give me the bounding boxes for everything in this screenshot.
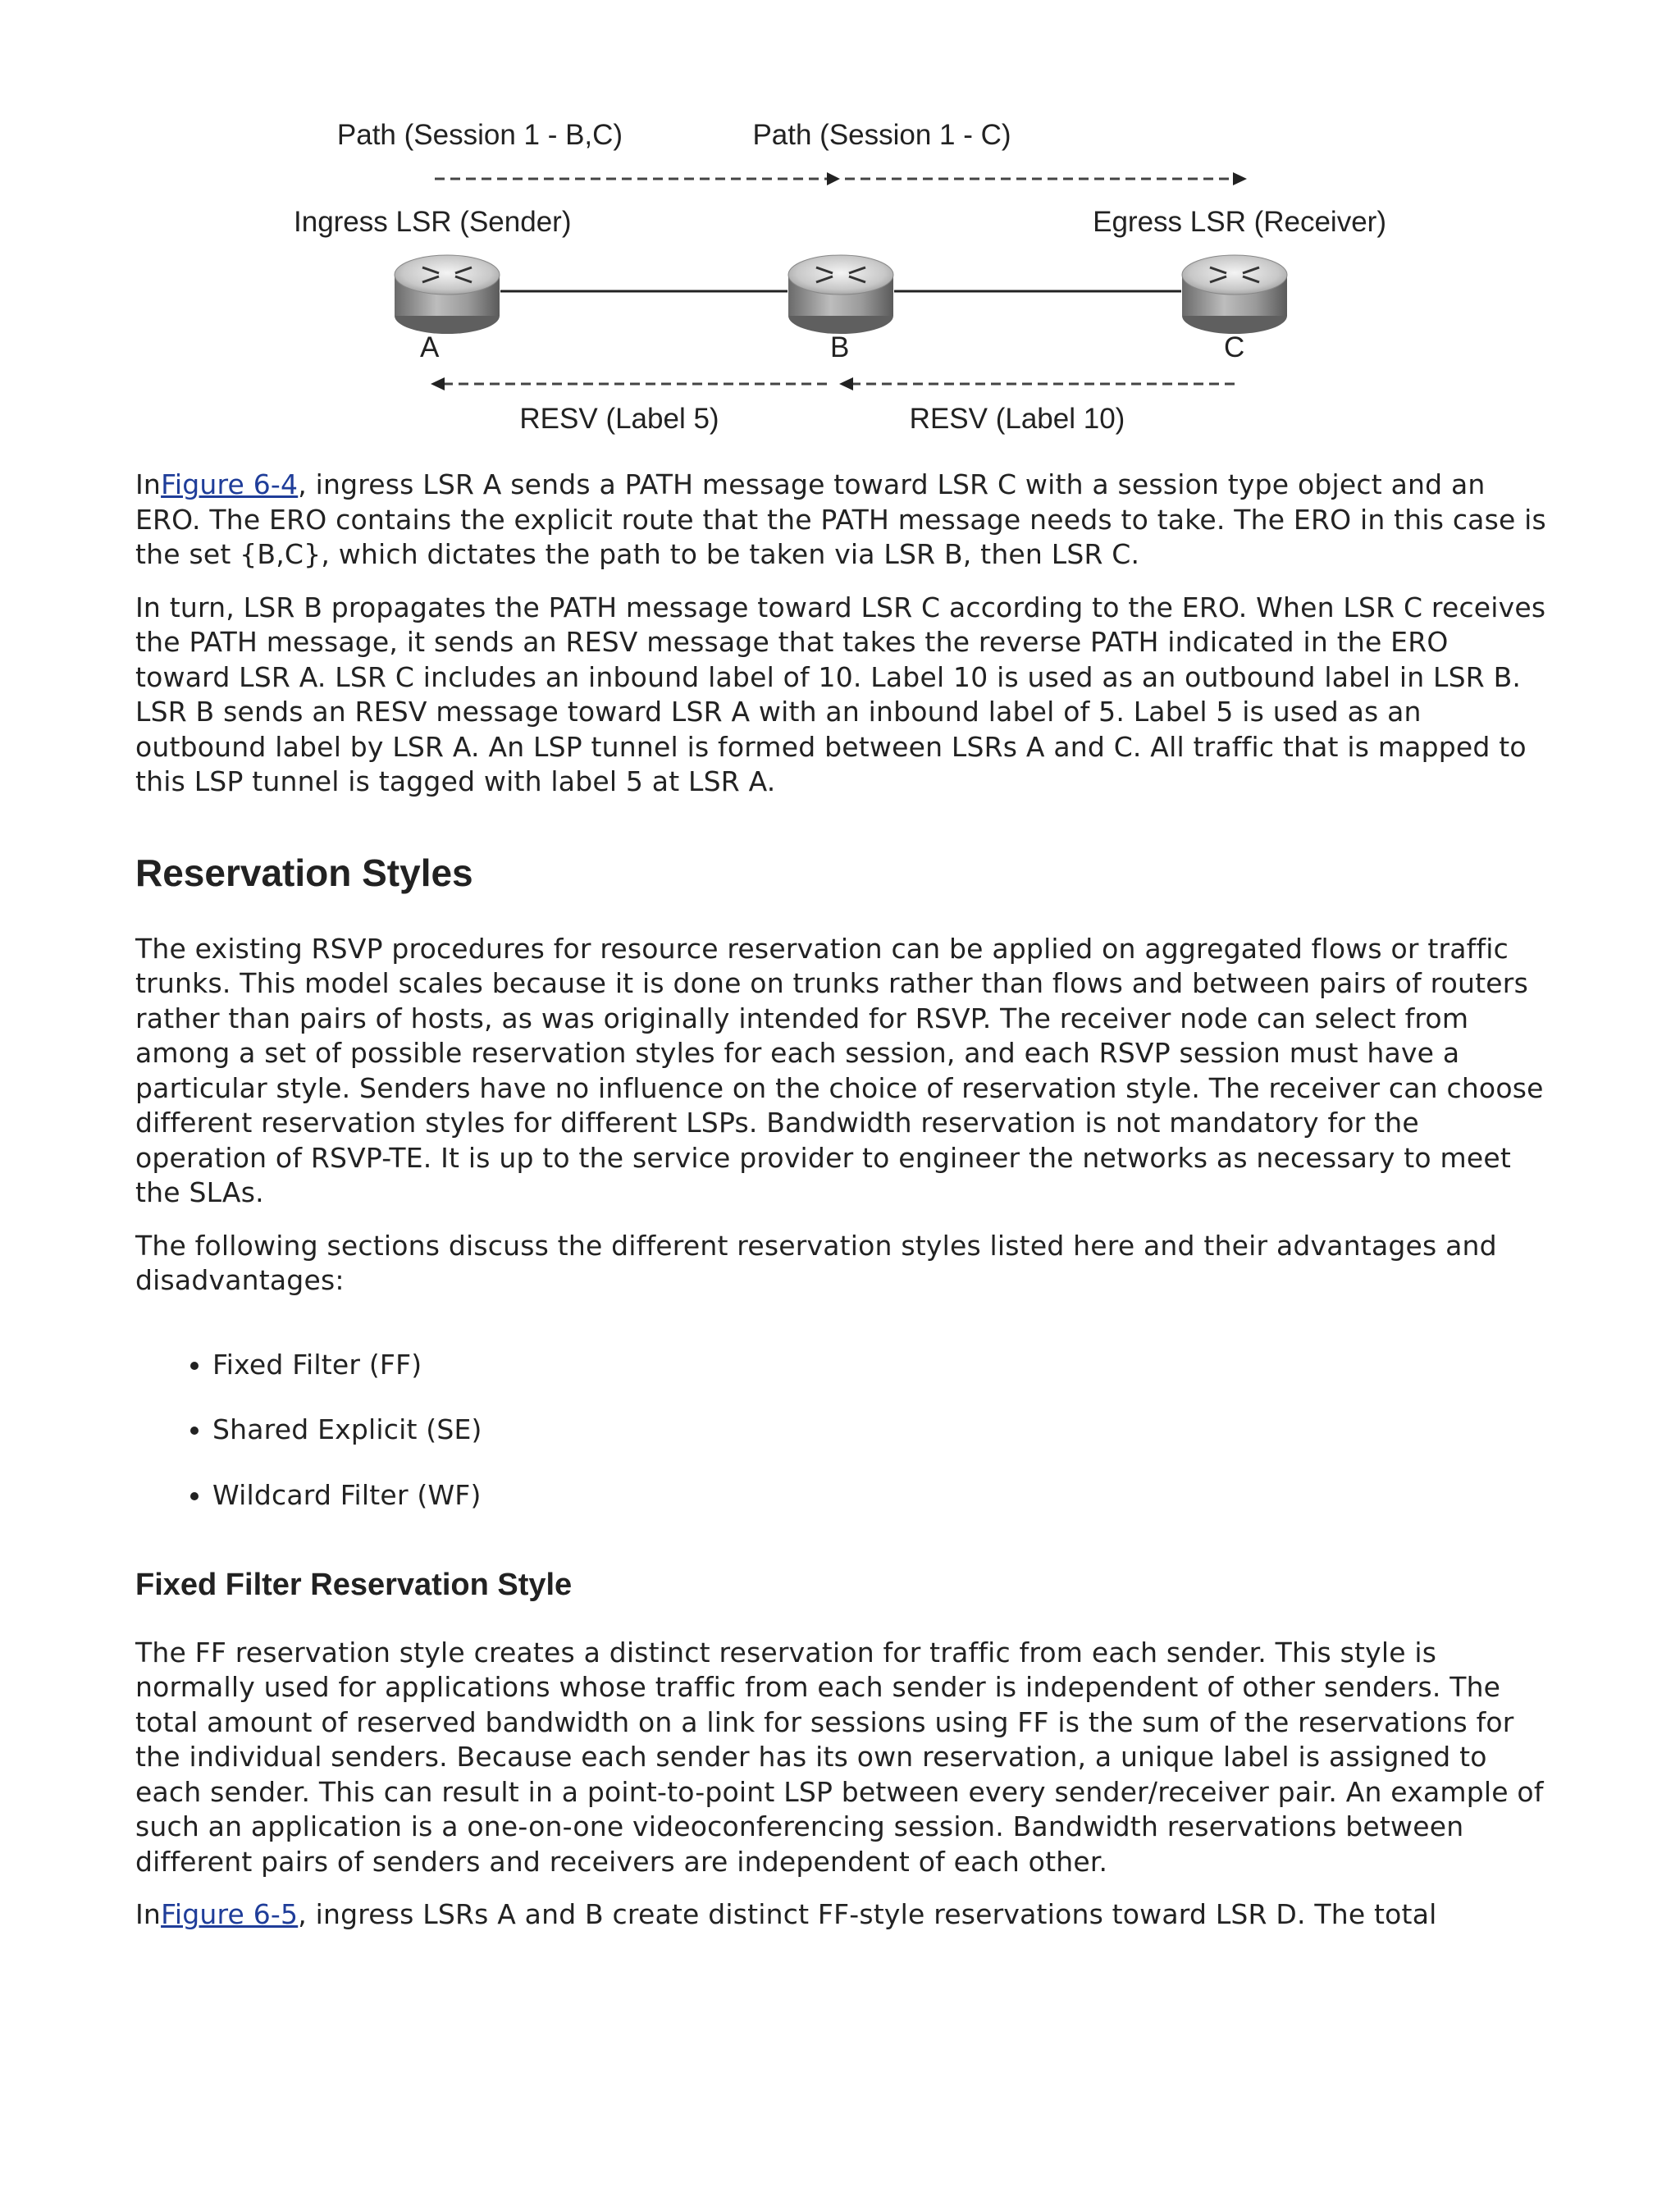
list-item: • Shared Explicit (SE) <box>212 1413 1546 1448</box>
document-body <box>135 468 1546 1951</box>
fixed-filter-paragraph-2 <box>135 1897 1546 1933</box>
fixed-filter-paragraph-1: The FF reservation style creates a distinct reservation for traffic from each sender. This style is normally used for applications whose traffic from each sender is independent of other senders. The total amount of reserved bandwidth on a link for sessions using FF is the sum of the reservations for the individual senders. Because each sender has its own reservation, a unique label is assigned to each sender. This can result in a point-to-point LSP between every sender/receiver pair. An example of such an application is a one-on-one videoconferencing session. Bandwidth reservations between different pairs of senders and receivers are independent of each other. <box>135 1636 1544 1878</box>
list-item: • Wildcard Filter (WF) <box>212 1478 1546 1513</box>
resv-label-1: RESV (Label 5) <box>519 403 719 435</box>
node-label-a: A <box>420 331 440 363</box>
sender-label: Ingress LSR (Sender) <box>294 206 572 238</box>
reservation-styles-paragraph-1: The existing RSVP procedures for resource reservation can be applied on aggregated flows or traffic trunks. This model scales because it is done on trunks rather than flows and between pairs of routers rather than pairs of hosts, as was originally intended for RSVP. The receiver node can select from among a set of possible reservation styles for each session, and each RSVP session must have a particular style. Senders have no influence on the choice of reservation style. The receiver can choose different reservation styles for different LSPs. Bandwidth reservation is not mandatory for the operation of RSVP-TE. It is up to the service provider to engineer the networks as necessary to meet the SLAs. <box>135 932 1544 1209</box>
figure-6-4 <box>279 107 1411 451</box>
path-arrow-1-head <box>827 172 840 185</box>
figure-6-4-link[interactable]: Figure 6-4 <box>161 468 299 500</box>
resv-arrow-2-head <box>839 377 853 390</box>
ff-prefix: In <box>135 1898 162 1931</box>
reservation-styles-list <box>135 1348 1546 1513</box>
resv-arrow-1-head <box>431 377 445 390</box>
intro-paragraph-1 <box>135 468 1546 573</box>
intro-paragraph-2: In turn, LSR B propagates the PATH message toward LSR C according to the ERO. When LSR C receives the PATH message, it sends an RESV message that takes the reverse PATH indicated in the ERO toward LSR A. LSR C includes an inbound label of 10. Label 10 is used as an outbound label in LSR B. LSR B sends an RESV message toward LSR A with an inbound label of 5. Label 5 is used as an outbound label by LSR A. An LSP tunnel is formed between LSRs A and C. All traffic that is mapped to this LSP tunnel is tagged with label 5 at LSR A. <box>135 591 1546 797</box>
path-label-1: Path (Session 1 - B,C) <box>336 119 623 151</box>
node-label-c: C <box>1224 331 1245 363</box>
intro-prefix: In <box>135 468 162 500</box>
list-item: • Fixed Filter (FF) <box>212 1348 1546 1383</box>
router-icon <box>395 255 500 334</box>
fixed-filter-heading: Fixed Filter Reservation Style <box>135 1568 573 1603</box>
path-arrow-2-head <box>1233 172 1247 185</box>
node-label-b: B <box>830 331 850 363</box>
router-icon <box>1182 255 1287 334</box>
figure-6-5-link[interactable]: Figure 6-5 <box>161 1898 299 1931</box>
path-label-2: Path (Session 1 - C) <box>752 119 1011 151</box>
resv-label-2: RESV (Label 10) <box>909 403 1125 435</box>
receiver-label: Egress LSR (Receiver) <box>1093 206 1386 238</box>
rsvp-path-resv-diagram <box>279 107 1411 451</box>
intro-p1-text: , ingress LSR A sends a PATH message toward LSR C with a session type object and an ERO. The ERO contains the explicit route that the PATH message needs to take. The ERO in this case is the set {B,C}, which dictates the path to be taken via LSR B, then LSR C. <box>135 468 1546 570</box>
reservation-styles-heading: Reservation Styles <box>135 851 473 894</box>
reservation-styles-paragraph-2: The following sections discuss the different reservation styles listed here and their advantages and disadvantages: <box>135 1229 1497 1297</box>
ff-p2-text: , ingress LSRs A and B create distinct FF-style reservations toward LSR D. The total <box>298 1898 1437 1931</box>
router-icon <box>788 255 893 334</box>
